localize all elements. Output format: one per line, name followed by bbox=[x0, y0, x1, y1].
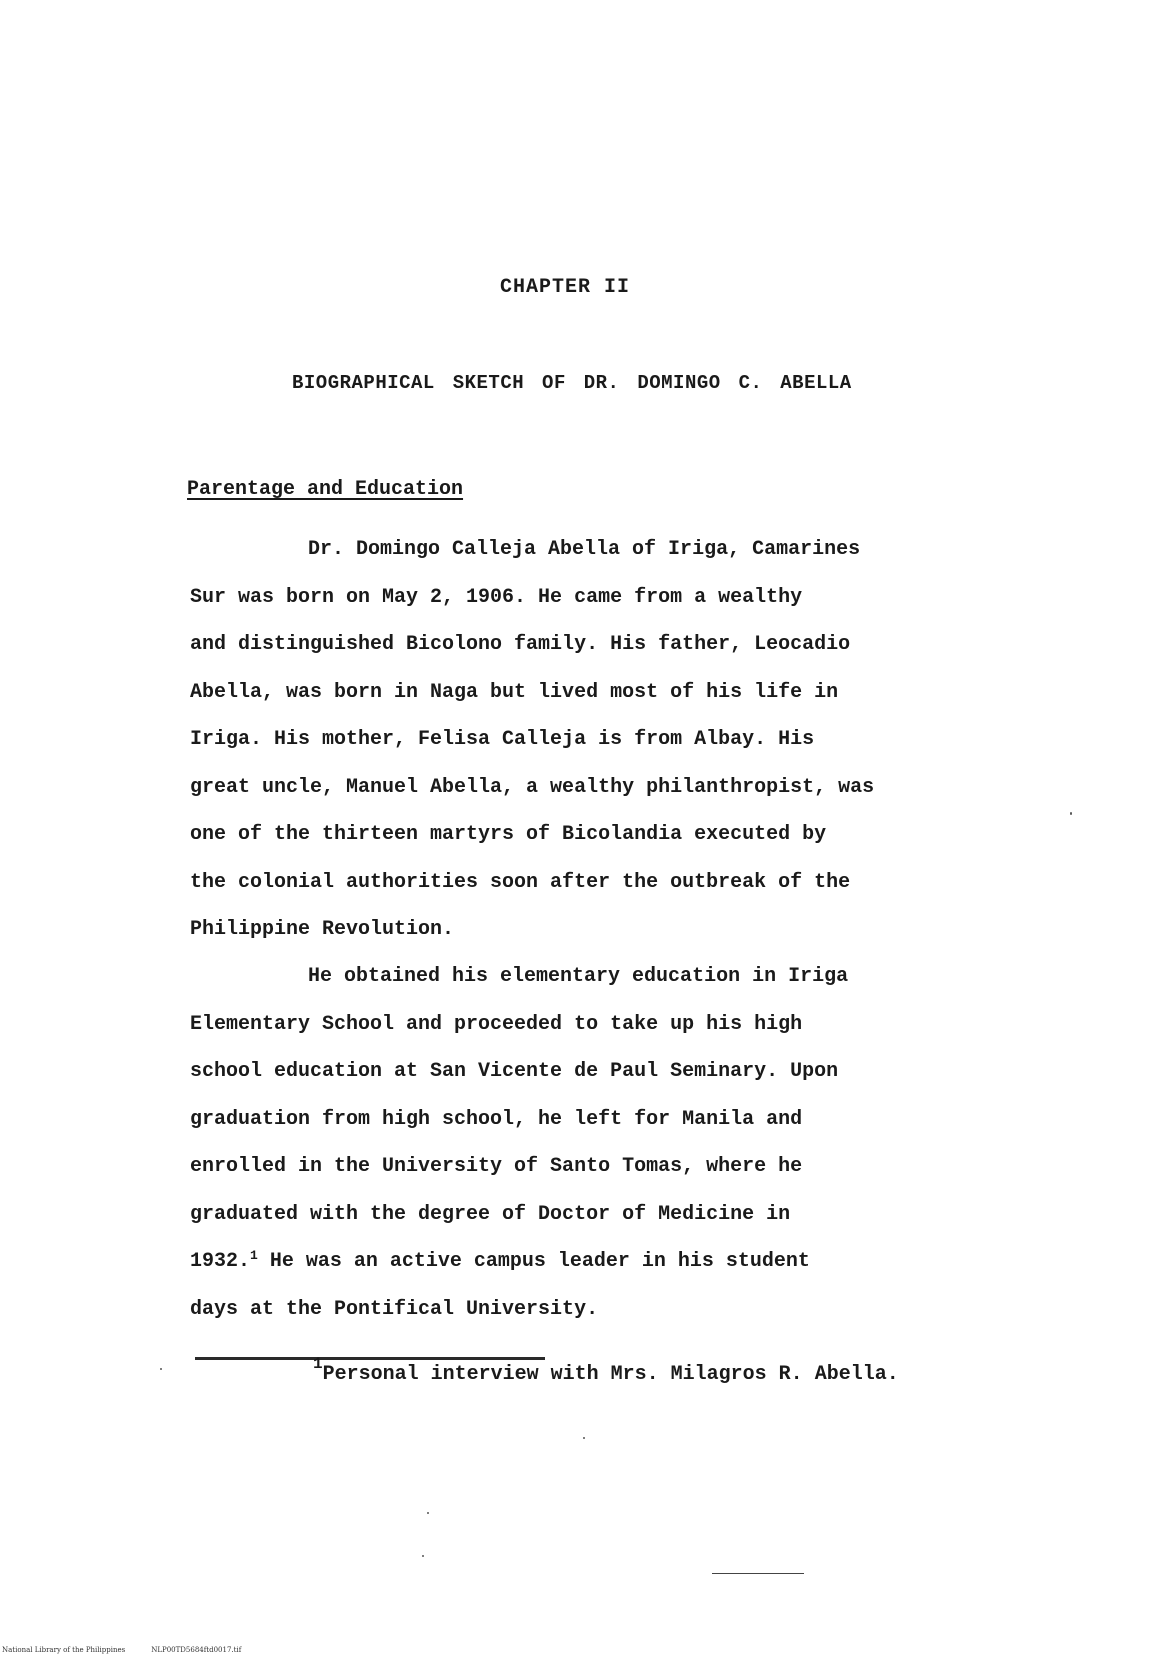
paragraph-education bbox=[190, 953, 1010, 1333]
paragraph-line: great uncle, Manuel Abella, a wealthy philanthropist, was bbox=[190, 775, 875, 799]
scan-library-label: National Library of the Philippines bbox=[2, 1646, 126, 1654]
paragraph-line: and distinguished Bicolono family. His father, Leocadio bbox=[190, 633, 851, 656]
paragraph-line: enrolled in the University of Santo Tomas, where he bbox=[190, 1155, 803, 1178]
footnote-divider bbox=[195, 1357, 545, 1360]
paragraph-line: Elementary School and proceeded to take up his high bbox=[190, 1012, 803, 1036]
paragraph-line: one of the thirteen martyrs of Bicolandia executed by bbox=[190, 823, 827, 846]
scan-speck bbox=[427, 1512, 429, 1514]
scan-stray-line bbox=[712, 1573, 804, 1574]
scan-speck bbox=[422, 1555, 424, 1557]
document-title: BIOGRAPHICAL SKETCH OF DR. DOMINGO C. ABELLA bbox=[292, 372, 852, 394]
paragraph-line: days at the Pontifical University. bbox=[190, 1297, 599, 1321]
paragraph-line: graduated with the degree of Doctor of Medicine in bbox=[190, 1202, 791, 1226]
footnote bbox=[313, 1355, 899, 1386]
year-text: 1932. bbox=[190, 1250, 251, 1273]
paragraph-line-with-footnote bbox=[190, 1238, 1010, 1286]
paragraph-line: Sur was born on May 2, 1906. He came from a wealthy bbox=[190, 585, 803, 609]
paragraph-line: Iriga. His mother, Felisa Calleja is from Albay. His bbox=[190, 728, 815, 751]
scan-speck bbox=[160, 1368, 162, 1370]
footnote-text: Personal interview with Mrs. Milagros R. Abella. bbox=[322, 1363, 899, 1386]
scan-footer bbox=[2, 1646, 241, 1654]
paragraph-line: school education at San Vicente de Paul Seminary. Upon bbox=[190, 1060, 839, 1083]
scan-speck bbox=[1070, 812, 1072, 815]
footnote-number: 1 bbox=[313, 1355, 323, 1373]
paragraph-line: the colonial authorities soon after the outbreak of the bbox=[190, 870, 851, 894]
scan-speck bbox=[583, 1437, 585, 1439]
paragraph-parentage bbox=[190, 526, 1010, 954]
line-continuation: He was an active campus leader in his student bbox=[257, 1250, 810, 1273]
paragraph-line: Dr. Domingo Calleja Abella of Iriga, Camarines bbox=[308, 538, 861, 561]
paragraph-line: Philippine Revolution. bbox=[190, 918, 455, 941]
scan-file-label: NLP00TD5684ftd0017.tif bbox=[151, 1646, 242, 1654]
paragraph-line: Abella, was born in Naga but lived most of his life in bbox=[190, 680, 839, 704]
section-heading: Parentage and Education bbox=[187, 478, 464, 501]
chapter-heading: CHAPTER II bbox=[500, 276, 631, 299]
paragraph-line: graduation from high school, he left for Manila and bbox=[190, 1107, 803, 1131]
footnote-reference: 1 bbox=[250, 1248, 258, 1263]
paragraph-line: He obtained his elementary education in Iriga bbox=[308, 965, 849, 988]
